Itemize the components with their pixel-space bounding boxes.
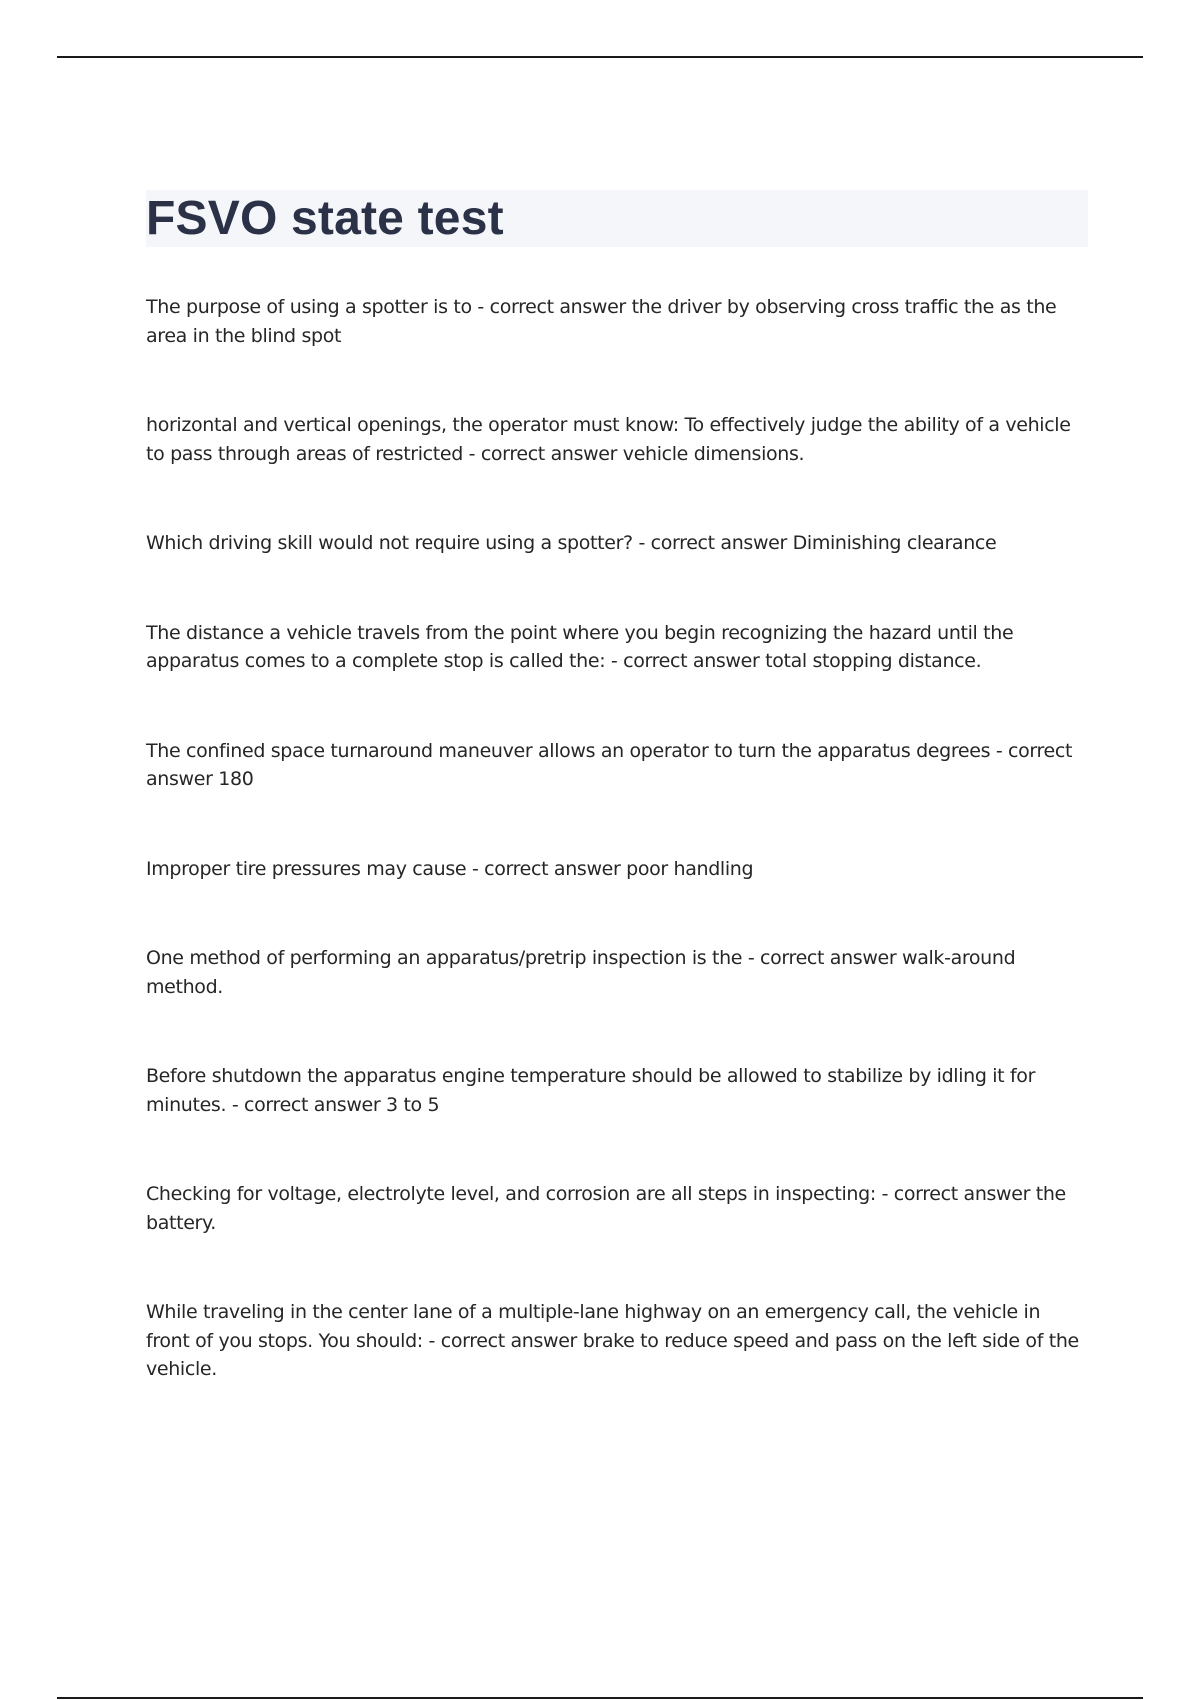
qa-item: The distance a vehicle travels from the point where you begin recognizing the hazard until the apparatus comes to a complete stop is called the: - correct answer total stopping distance. [146, 621, 1014, 672]
qa-item: One method of performing an apparatus/pretrip inspection is the - correct answer walk-around method. [146, 947, 1016, 998]
qa-item: The purpose of using a spotter is to - correct answer the driver by observing cross traffic the as the area in the blind spot [146, 296, 1057, 347]
qa-item: The confined space turnaround maneuver allows an operator to turn the apparatus degrees - correct answer 180 [146, 739, 1073, 790]
title-band [146, 190, 1088, 247]
qa-item: While traveling in the center lane of a multiple-lane highway on an emergency call, the vehicle in front of you stops. You should: - correct answer brake to reduce speed and pass on the left side of the vehicle. [146, 1301, 1079, 1380]
qa-item: horizontal and vertical openings, the operator must know: To effectively judge the ability of a vehicle to pass through areas of restricted - correct answer vehicle dimensions. [146, 414, 1071, 465]
qa-item: Before shutdown the apparatus engine temperature should be allowed to stabilize by idling it for minutes. - correct answer 3 to 5 [146, 1065, 1036, 1116]
qa-item: Which driving skill would not require using a spotter? - correct answer Diminishing clearance [146, 532, 997, 554]
qa-item: Improper tire pressures may cause - correct answer poor handling [146, 857, 754, 880]
qa-item: Checking for voltage, electrolyte level, and corrosion are all steps in inspecting: - correct answer the battery. [146, 1183, 1066, 1234]
qa-list [146, 293, 1088, 1384]
document-title: FSVO state test [146, 192, 504, 245]
top-rule [57, 56, 1143, 58]
bottom-rule [57, 1697, 1143, 1699]
document-body [146, 190, 1088, 1445]
